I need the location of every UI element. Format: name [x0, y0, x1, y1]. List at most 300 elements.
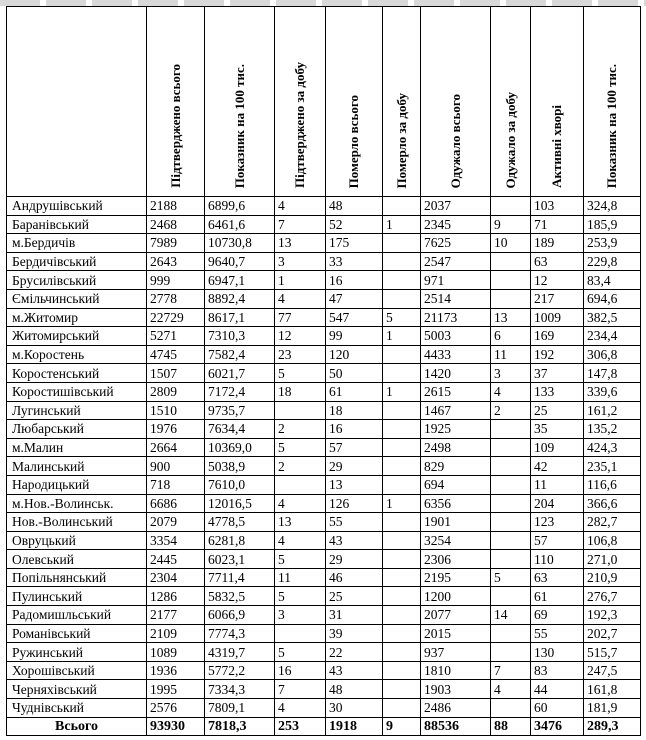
header-label: Підтверджено за добу	[292, 62, 307, 188]
value-cell: 10	[491, 234, 531, 253]
table-row	[7, 643, 641, 662]
total-value-cell: 3476	[531, 717, 584, 736]
table-row	[7, 550, 641, 569]
value-cell: 109	[531, 438, 584, 457]
value-cell: 14	[491, 606, 531, 625]
value-cell: 5	[275, 550, 326, 569]
header-col-3	[275, 7, 326, 197]
value-cell: 83	[531, 661, 584, 680]
header-label: Померло всього	[346, 94, 361, 188]
value-cell: 324,8	[584, 197, 641, 216]
table-row	[7, 606, 641, 625]
value-cell: 2445	[147, 550, 205, 569]
value-cell	[383, 624, 421, 643]
value-cell: 2	[275, 457, 326, 476]
value-cell: 63	[531, 252, 584, 271]
total-value-cell: 289,3	[584, 717, 641, 736]
total-label-cell: Всього	[7, 717, 147, 736]
value-cell: 282,7	[584, 513, 641, 532]
value-cell: 2	[491, 401, 531, 420]
value-cell: 133	[531, 382, 584, 401]
table-row	[7, 475, 641, 494]
value-cell	[383, 606, 421, 625]
value-cell: 12	[531, 271, 584, 290]
value-cell: 5	[275, 438, 326, 457]
value-cell: 7625	[421, 234, 491, 253]
value-cell: 99	[326, 327, 383, 346]
value-cell: 52	[326, 215, 383, 234]
value-cell: 1089	[147, 643, 205, 662]
value-cell: 7774,3	[205, 624, 275, 643]
value-cell: 7582,4	[205, 345, 275, 364]
value-cell: 175	[326, 234, 383, 253]
table-row	[7, 513, 641, 532]
header-district	[7, 7, 147, 197]
value-cell: 55	[531, 624, 584, 643]
value-cell: 11	[531, 475, 584, 494]
value-cell: 11	[275, 568, 326, 587]
value-cell	[491, 475, 531, 494]
value-cell: 110	[531, 550, 584, 569]
value-cell: 12016,5	[205, 494, 275, 513]
value-cell	[383, 289, 421, 308]
table-row	[7, 382, 641, 401]
value-cell: 189	[531, 234, 584, 253]
header-col-5	[383, 7, 421, 197]
value-cell	[383, 457, 421, 476]
value-cell: 30	[326, 699, 383, 718]
value-cell	[491, 531, 531, 550]
value-cell: 6947,1	[205, 271, 275, 290]
value-cell: 5	[275, 587, 326, 606]
value-cell: 44	[531, 680, 584, 699]
value-cell	[383, 587, 421, 606]
value-cell: 16	[326, 271, 383, 290]
value-cell: 23	[275, 345, 326, 364]
table-row	[7, 215, 641, 234]
value-cell: 3	[275, 606, 326, 625]
value-cell: 1925	[421, 420, 491, 439]
value-cell: 276,7	[584, 587, 641, 606]
value-cell: 35	[531, 420, 584, 439]
value-cell: 69	[531, 606, 584, 625]
value-cell: 10730,8	[205, 234, 275, 253]
value-cell: 235,1	[584, 457, 641, 476]
header-col-8	[531, 7, 584, 197]
value-cell	[491, 550, 531, 569]
value-cell: 185,9	[584, 215, 641, 234]
value-cell: 18	[326, 401, 383, 420]
value-cell: 2304	[147, 568, 205, 587]
total-row	[7, 717, 641, 736]
value-cell: 937	[421, 643, 491, 662]
value-cell: 161,2	[584, 401, 641, 420]
value-cell: 2486	[421, 699, 491, 718]
value-cell: 204	[531, 494, 584, 513]
value-cell	[491, 420, 531, 439]
value-cell: 366,6	[584, 494, 641, 513]
value-cell: 123	[531, 513, 584, 532]
value-cell	[491, 457, 531, 476]
value-cell: 247,5	[584, 661, 641, 680]
header-col-4	[326, 7, 383, 197]
value-cell: 3	[275, 252, 326, 271]
value-cell	[383, 420, 421, 439]
value-cell: 57	[531, 531, 584, 550]
value-cell: 4	[491, 680, 531, 699]
table-row	[7, 401, 641, 420]
value-cell	[491, 271, 531, 290]
value-cell: 29	[326, 550, 383, 569]
value-cell: 7172,4	[205, 382, 275, 401]
header-col-2	[205, 7, 275, 197]
district-name-cell: Олевський	[7, 550, 147, 569]
value-cell: 5	[275, 643, 326, 662]
value-cell: 55	[326, 513, 383, 532]
value-cell: 424,3	[584, 438, 641, 457]
value-cell	[491, 438, 531, 457]
district-name-cell: Малинський	[7, 457, 147, 476]
district-name-cell: м.Бердичів	[7, 234, 147, 253]
value-cell: 9735,7	[205, 401, 275, 420]
header-label: Одужало за добу	[502, 91, 518, 188]
value-cell: 4745	[147, 345, 205, 364]
value-cell: 2615	[421, 382, 491, 401]
table-footer	[7, 717, 641, 736]
table-row	[7, 234, 641, 253]
value-cell: 1	[383, 327, 421, 346]
district-name-cell: Черняхівський	[7, 680, 147, 699]
value-cell: 7	[275, 215, 326, 234]
header-col-1	[147, 7, 205, 197]
value-cell: 4778,5	[205, 513, 275, 532]
value-cell: 6023,1	[205, 550, 275, 569]
value-cell: 1976	[147, 420, 205, 439]
table-row	[7, 420, 641, 439]
value-cell: 16	[326, 420, 383, 439]
value-cell: 2037	[421, 197, 491, 216]
value-cell: 8892,4	[205, 289, 275, 308]
value-cell: 2079	[147, 513, 205, 532]
value-cell: 46	[326, 568, 383, 587]
value-cell: 48	[326, 680, 383, 699]
value-cell: 10369,0	[205, 438, 275, 457]
table-row	[7, 345, 641, 364]
district-name-cell: Андрушівський	[7, 197, 147, 216]
table-row	[7, 680, 641, 699]
value-cell: 9	[491, 215, 531, 234]
table-row	[7, 438, 641, 457]
total-value-cell: 93930	[147, 717, 205, 736]
header-label: Підтверджено всього	[167, 64, 183, 188]
table-body	[7, 197, 641, 718]
value-cell: 103	[531, 197, 584, 216]
value-cell: 4433	[421, 345, 491, 364]
value-cell	[383, 661, 421, 680]
value-cell: 192	[531, 345, 584, 364]
value-cell	[383, 568, 421, 587]
value-cell	[383, 699, 421, 718]
value-cell: 210,9	[584, 568, 641, 587]
district-name-cell: Радомишльський	[7, 606, 147, 625]
district-name-cell: Чуднівський	[7, 699, 147, 718]
value-cell	[383, 234, 421, 253]
district-name-cell: Хорошівський	[7, 661, 147, 680]
total-value-cell: 88	[491, 717, 531, 736]
table-row	[7, 308, 641, 327]
value-cell: 2015	[421, 624, 491, 643]
value-cell: 57	[326, 438, 383, 457]
value-cell: 234,4	[584, 327, 641, 346]
value-cell: 25	[531, 401, 584, 420]
table-row	[7, 364, 641, 383]
district-name-cell: м.Житомир	[7, 308, 147, 327]
value-cell: 2547	[421, 252, 491, 271]
value-cell: 1	[275, 271, 326, 290]
value-cell	[383, 197, 421, 216]
value-cell: 6899,6	[205, 197, 275, 216]
table-row	[7, 252, 641, 271]
value-cell: 2809	[147, 382, 205, 401]
value-cell: 5	[383, 308, 421, 327]
value-cell: 515,7	[584, 643, 641, 662]
table-row	[7, 457, 641, 476]
value-cell	[491, 587, 531, 606]
value-cell	[275, 624, 326, 643]
value-cell: 13	[326, 475, 383, 494]
value-cell	[491, 699, 531, 718]
district-name-cell: Пулинський	[7, 587, 147, 606]
value-cell: 4	[275, 531, 326, 550]
value-cell: 1009	[531, 308, 584, 327]
value-cell: 271,0	[584, 550, 641, 569]
value-cell: 71	[531, 215, 584, 234]
value-cell: 1810	[421, 661, 491, 680]
value-cell: 4	[275, 699, 326, 718]
value-cell: 2643	[147, 252, 205, 271]
value-cell: 2498	[421, 438, 491, 457]
value-cell: 253,9	[584, 234, 641, 253]
value-cell: 50	[326, 364, 383, 383]
value-cell: 63	[531, 568, 584, 587]
value-cell: 6281,8	[205, 531, 275, 550]
value-cell: 39	[326, 624, 383, 643]
value-cell	[491, 494, 531, 513]
value-cell: 718	[147, 475, 205, 494]
value-cell: 126	[326, 494, 383, 513]
value-cell: 339,6	[584, 382, 641, 401]
value-cell: 5	[491, 568, 531, 587]
table-row	[7, 624, 641, 643]
value-cell	[383, 513, 421, 532]
value-cell: 192,3	[584, 606, 641, 625]
value-cell: 900	[147, 457, 205, 476]
value-cell: 2664	[147, 438, 205, 457]
value-cell: 7	[491, 661, 531, 680]
value-cell: 2188	[147, 197, 205, 216]
value-cell: 47	[326, 289, 383, 308]
district-name-cell: Романівський	[7, 624, 147, 643]
value-cell: 7	[275, 680, 326, 699]
header-label: Одужало всього	[447, 93, 463, 188]
value-cell: 2306	[421, 550, 491, 569]
value-cell: 3354	[147, 531, 205, 550]
district-name-cell: Нов.-Волинський	[7, 513, 147, 532]
district-name-cell: Ємільчинський	[7, 289, 147, 308]
district-name-cell: Бердичівський	[7, 252, 147, 271]
district-name-cell: Народицький	[7, 475, 147, 494]
district-name-cell: Брусилівський	[7, 271, 147, 290]
value-cell: 120	[326, 345, 383, 364]
value-cell: 2195	[421, 568, 491, 587]
value-cell	[383, 271, 421, 290]
value-cell: 116,6	[584, 475, 641, 494]
value-cell: 6	[491, 327, 531, 346]
header-col-7	[491, 7, 531, 197]
value-cell: 4	[491, 382, 531, 401]
total-value-cell: 253	[275, 717, 326, 736]
value-cell: 5038,9	[205, 457, 275, 476]
district-name-cell: Баранівський	[7, 215, 147, 234]
value-cell: 3	[491, 364, 531, 383]
header-label: Померло за добу	[393, 92, 409, 188]
district-name-cell: Ружинський	[7, 643, 147, 662]
value-cell: 1936	[147, 661, 205, 680]
header-col-9	[584, 7, 641, 197]
table-row	[7, 699, 641, 718]
value-cell	[491, 513, 531, 532]
value-cell	[383, 364, 421, 383]
value-cell: 37	[531, 364, 584, 383]
value-cell: 6021,7	[205, 364, 275, 383]
value-cell: 16	[275, 661, 326, 680]
value-cell: 2177	[147, 606, 205, 625]
value-cell: 169	[531, 327, 584, 346]
value-cell: 306,8	[584, 345, 641, 364]
value-cell: 217	[531, 289, 584, 308]
value-cell: 2778	[147, 289, 205, 308]
value-cell: 1510	[147, 401, 205, 420]
value-cell: 999	[147, 271, 205, 290]
value-cell: 1	[383, 494, 421, 513]
value-cell	[491, 289, 531, 308]
value-cell: 5	[275, 364, 326, 383]
header-col-6	[421, 7, 491, 197]
total-value-cell: 1918	[326, 717, 383, 736]
value-cell: 7711,4	[205, 568, 275, 587]
value-cell: 18	[275, 382, 326, 401]
value-cell: 7610,0	[205, 475, 275, 494]
value-cell	[383, 401, 421, 420]
value-cell: 43	[326, 661, 383, 680]
value-cell: 9640,7	[205, 252, 275, 271]
value-cell	[491, 643, 531, 662]
value-cell: 2576	[147, 699, 205, 718]
value-cell	[383, 643, 421, 662]
value-cell	[491, 252, 531, 271]
value-cell: 202,7	[584, 624, 641, 643]
value-cell: 181,9	[584, 699, 641, 718]
value-cell: 61	[326, 382, 383, 401]
value-cell: 547	[326, 308, 383, 327]
value-cell: 1507	[147, 364, 205, 383]
district-name-cell: Лугинський	[7, 401, 147, 420]
table-row	[7, 531, 641, 550]
value-cell: 4	[275, 494, 326, 513]
value-cell: 971	[421, 271, 491, 290]
table-row	[7, 327, 641, 346]
table-row	[7, 568, 641, 587]
value-cell: 77	[275, 308, 326, 327]
value-cell	[275, 475, 326, 494]
table-row	[7, 289, 641, 308]
district-name-cell: Попільнянський	[7, 568, 147, 587]
value-cell: 5832,5	[205, 587, 275, 606]
value-cell	[383, 475, 421, 494]
value-cell: 7989	[147, 234, 205, 253]
value-cell: 13	[491, 308, 531, 327]
value-cell: 33	[326, 252, 383, 271]
value-cell: 2468	[147, 215, 205, 234]
district-name-cell: Овруцький	[7, 531, 147, 550]
value-cell: 1420	[421, 364, 491, 383]
value-cell: 48	[326, 197, 383, 216]
value-cell	[275, 401, 326, 420]
value-cell: 21173	[421, 308, 491, 327]
value-cell: 31	[326, 606, 383, 625]
value-cell: 6356	[421, 494, 491, 513]
value-cell: 6686	[147, 494, 205, 513]
value-cell	[383, 252, 421, 271]
value-cell: 43	[326, 531, 383, 550]
value-cell: 694,6	[584, 289, 641, 308]
value-cell: 4	[275, 197, 326, 216]
value-cell: 4	[275, 289, 326, 308]
value-cell: 7310,3	[205, 327, 275, 346]
value-cell: 135,2	[584, 420, 641, 439]
value-cell: 2345	[421, 215, 491, 234]
value-cell: 6066,9	[205, 606, 275, 625]
district-name-cell: Любарський	[7, 420, 147, 439]
value-cell: 161,8	[584, 680, 641, 699]
value-cell: 2514	[421, 289, 491, 308]
value-cell: 1286	[147, 587, 205, 606]
table-header	[7, 7, 641, 197]
district-name-cell: Коростишівський	[7, 382, 147, 401]
value-cell: 60	[531, 699, 584, 718]
value-cell: 4319,7	[205, 643, 275, 662]
value-cell	[491, 624, 531, 643]
value-cell: 12	[275, 327, 326, 346]
value-cell: 829	[421, 457, 491, 476]
value-cell: 2	[275, 420, 326, 439]
value-cell: 83,4	[584, 271, 641, 290]
value-cell: 130	[531, 643, 584, 662]
value-cell: 42	[531, 457, 584, 476]
value-cell: 13	[275, 234, 326, 253]
total-value-cell: 9	[383, 717, 421, 736]
value-cell: 11	[491, 345, 531, 364]
district-name-cell: м.Коростень	[7, 345, 147, 364]
value-cell: 22	[326, 643, 383, 662]
value-cell: 382,5	[584, 308, 641, 327]
value-cell	[383, 680, 421, 699]
value-cell: 7809,1	[205, 699, 275, 718]
total-value-cell: 7818,3	[205, 717, 275, 736]
value-cell	[383, 531, 421, 550]
value-cell: 2109	[147, 624, 205, 643]
table-row	[7, 197, 641, 216]
